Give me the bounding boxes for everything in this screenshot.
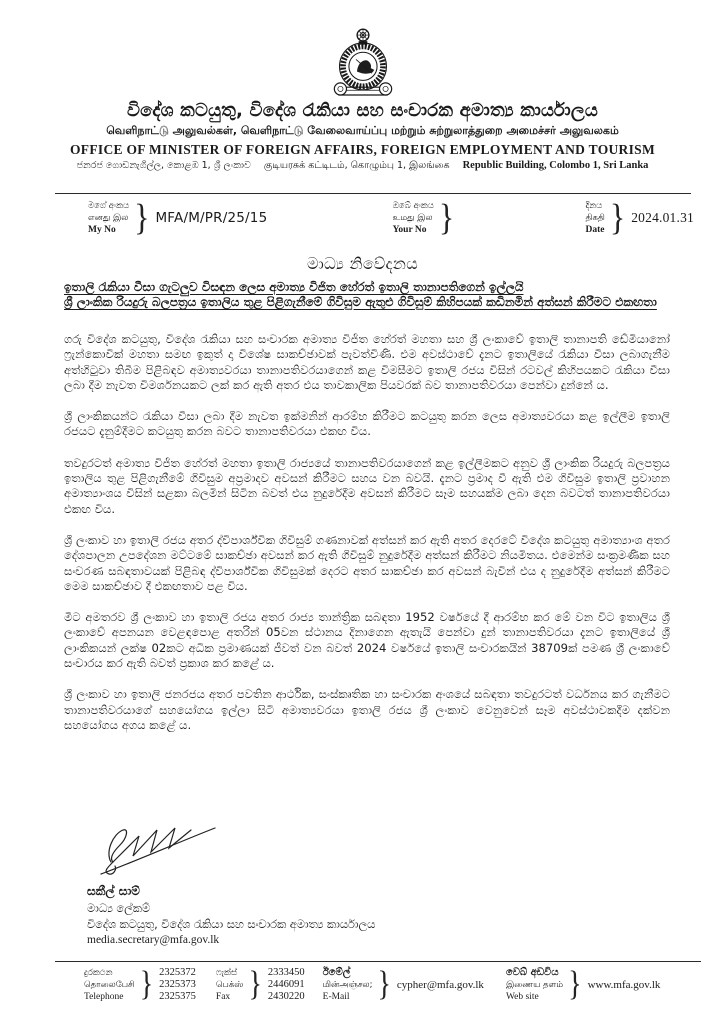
telephone-label-english: Telephone xyxy=(84,992,124,1002)
signature-icon xyxy=(93,818,225,876)
headline xyxy=(64,280,670,311)
reference-row xyxy=(88,196,694,238)
email-label xyxy=(323,967,373,1003)
body-paragraph: ශ්‍රී ලංකාව හා ඉතාලි ජනරජය අතර පවතින ආර්ථික, සංස්කෘතික හා සංචාරක අංශයේ සබඳතා තවදුරටත් වර්ධනය කර ගැනීමට තානාපතිවරයාගේ සහයෝගය ඉල්ලා සිටි අමාත්‍යවරයා ඉතාලි රජය ශ්‍රී ලංකාව වෙනුවෙන් සෑම අවස්ථාවකදීම දක්වන සහයෝගය අගය කළේ ය. xyxy=(64,687,670,732)
footer-email xyxy=(323,967,484,1003)
my-no-label-sinhala: මගේ අංකය xyxy=(88,200,130,211)
your-no-label xyxy=(393,200,434,236)
website-label-english: Web site xyxy=(505,992,539,1002)
body-paragraph: තවදුරටත් අමාත්‍ය විජිත හේරත් මහතා ඉතාලි රාජ්‍යයේ තානාපතිවරයාගෙන් කළ ඉල්ලීමකට අනුව ශ්‍රී ලාංකික රියදුරු බලපත්‍රය ඉතාලිය තුළ පිළිගැනීමේ ගිවිසුම අප්‍රමාදව අවසන් කිරීමට සහය වන බවයි. දැනට ප්‍රමාද වී ඇති එම ගිවිසුම ඉතාලි ප්‍රවාහන අමාත්‍යාංශය විසින් සළකා බලමින් සිටින බවත් එය නුදුරේදීම අවසන් කිරීමට සෑම සහයක්ම ලබා දෙන බවටත් තානාපතිවරයා එකඟ විය. xyxy=(64,455,670,516)
your-no-field xyxy=(392,196,461,238)
ministry-name-tamil: வெளிநாட்டு அலுவல்கள், வெளிநாட்டு வேலைவாய்ப்பு மற்றும் சுற்றுலாத்துறை அமைச்சர் அலுவலகம் xyxy=(106,124,619,137)
date-field xyxy=(585,196,694,238)
email-label-sinhala: ඊමේල් xyxy=(322,967,351,978)
body-paragraph: ශ්‍රී ලංකාව හා ඉතාලි රජය අතර ද්විපාර්ශ්වික ගිවිසුම් ගණනාවක් අත්සන් කර ඇති අතර දෙරටේ විදේශ කටයුතු අමාත්‍යාංශ අතර දේශපාලන උපදේශන මට්ටමේ සාකච්ඡා අවසන් කර ඇති ගිවිසුම් නුදුරේදීම අත්සන් කිරීමට නියමිතය. එමෙන්ම සංක්‍රමණික සහ සංචරණ සබඳතාවයක් පිළිබඳ ද්විපාර්ශ්වික ගිවිසුමක් දෙරට අතර සාකච්ඡා කර අවසන් බැවින් එය ද නුදුරේදීම අත්සන් කිරීමට මෙම සාකච්ඡාව දී එකඟතාව පළ විය. xyxy=(64,532,670,593)
telephone-number: 2325372 xyxy=(159,967,196,978)
email-value: cypher@mfa.gov.lk xyxy=(396,979,484,991)
signatory-office: විදේශ කටයුතු, විදේශ රැකියා සහ සංචාරක අමාත්‍ය කාර්යාලය xyxy=(87,918,376,931)
website-value: www.mfa.gov.lk xyxy=(587,979,661,991)
date-value: 2024.01.31 xyxy=(631,209,694,225)
telephone-label-tamil: தொலைபேசி xyxy=(84,980,135,990)
footer-divider xyxy=(55,961,701,962)
signature-block xyxy=(87,818,375,946)
brace-glyph: } xyxy=(248,965,262,1004)
fax-number: 2430220 xyxy=(267,991,305,1002)
header-divider xyxy=(55,193,691,194)
email-label-tamil: மின்அஞ்சல; xyxy=(322,980,373,990)
document-type-title: මාධ්‍ය නිවේදනය xyxy=(306,254,419,273)
signatory-title: මාධ්‍ය ලේකම් xyxy=(87,902,151,915)
brace-glyph: } xyxy=(568,965,582,1004)
telephone-label-sinhala: දුරකථන xyxy=(84,968,113,978)
address-sinhala: ජනරජ ගොඩනැගිල්ල, කොළඹ 1, ශ්‍රී ලංකාව xyxy=(76,160,251,171)
brace-glyph: } xyxy=(609,196,626,238)
my-no-field xyxy=(88,196,268,238)
my-no-label-tamil: எனது இல xyxy=(88,212,129,223)
telephone-number: 2325373 xyxy=(159,979,196,990)
signatory-name: සකීල් සාම් xyxy=(87,884,140,898)
body-paragraph: ගරු විදේශ කටයුතු, විදේශ රැකියා සහ සංචාරක අමාත්‍ය විජිත හේරත් මහතා සහ ශ්‍රී ලංකාවේ ඉතාලි තානාපති ඩේමියානෝ ෆ්‍රැන්කොවික් මහතා සමඟ ඉකුත් දා විශේෂ සාකච්ඡාවක් පැවත්විණි. එම අවස්ථාවේ දැනට ඉතාලියේ රැකියා වීසා ලබාගැනීම අත්හිටුවා තිබීම පිළිබඳව අමාත්‍යවරයා තානාපතිවරයාගෙන් කළ විමසීමට ඉතාලි රජය විසින් රටවල් කිහිපයකට රැකියා වීසා ලබා දීම නැවත විමර්ශනයකට ලක් කර ඇති අතර එය තාවකාලික පියවරක් බව තානාපතිවරයා පෙන්වා දුන්නේ ය. xyxy=(64,332,670,392)
date-label-english: Date xyxy=(585,224,605,235)
website-label xyxy=(506,967,563,1003)
footer-website xyxy=(506,967,660,1003)
email-label-english: E-Mail xyxy=(322,992,350,1002)
headline-line-2: ශ්‍රී ලාංකික රියදුරු බලපත්‍රය ඉතාලිය තුළ පිළිගැනීමේ ගිවිසුම ඇතුළු ගිවිසුම් කිහිපයක් කඩිනමින් අත්සන් කිරීමට එකඟතා xyxy=(64,295,657,310)
fax-label-english: Fax xyxy=(215,992,231,1002)
my-no-value: MFA/M/PR/25/15 xyxy=(155,209,268,226)
date-label xyxy=(586,200,605,236)
address-english: Republic Building, Colombo 1, Sri Lanka xyxy=(462,160,649,171)
website-label-tamil: இணைய தளம் xyxy=(505,980,564,990)
address-tamil: குடியரசுக் கட்டிடம், கொழும்பு 1, இலங்கை xyxy=(263,160,450,171)
fax-numbers xyxy=(268,967,305,1003)
fax-number: 2446091 xyxy=(267,979,305,990)
footer-fax xyxy=(216,967,305,1003)
your-no-label-english: Your No xyxy=(392,224,427,235)
brace-glyph: } xyxy=(438,196,455,238)
fax-label xyxy=(216,967,244,1003)
headline-line-1: ඉතාලි රැකියා වීසා ගැටලුව විසඳන ලෙස අමාත්‍ය විජිත හේරත් ඉතාලි තානාපතිගෙන් ඉල්ලයි xyxy=(64,280,524,294)
fax-number: 2333450 xyxy=(267,967,305,978)
my-no-label-english: My No xyxy=(88,224,116,235)
your-no-label-sinhala: ඔබේ අංකය xyxy=(392,200,434,211)
brace-glyph: } xyxy=(377,965,391,1004)
letterhead xyxy=(0,100,725,172)
ministry-address xyxy=(0,160,725,172)
my-no-label xyxy=(88,200,129,236)
website-label-sinhala: වෙබ් අඩවිය xyxy=(505,967,559,978)
ministry-name-sinhala: විදේශ කටයුතු, විදේශ රැකියා සහ සංචාරක අමාත්‍ය කාර්යාලය xyxy=(127,100,598,121)
telephone-number: 2325375 xyxy=(159,991,196,1002)
fax-label-sinhala: ෆැක්ස් xyxy=(215,968,238,978)
fax-label-tamil: பெக்ஸ் xyxy=(215,980,244,990)
sri-lanka-emblem-icon xyxy=(330,26,396,102)
telephone-label xyxy=(84,967,135,1003)
date-label-sinhala: දිනය xyxy=(585,200,603,211)
footer-telephone xyxy=(84,967,196,1003)
footer-contact-strip xyxy=(84,967,700,1003)
body-text xyxy=(64,332,670,749)
telephone-numbers xyxy=(159,967,196,1003)
your-no-label-tamil: உமது இல xyxy=(392,212,433,223)
body-paragraph: මීට අමතරව ශ්‍රී ලංකාව හා ඉතාලි රජය අතර රාජ්‍ය තාන්ත්‍රික සබඳතා 1952 වර්ෂයේ දී ආරම්භ කර මේ වන විට ඉතාලිය ශ්‍රී ලංකාවේ අපනයන වෙළඳපොළ අතරින් 05වන ස්ථානය දිනාගෙන ඇතැයි පෙන්වා දුන් තානාපතිවරයා දැනට ඉතාලියේ ශ්‍රී ලාංකිකයන් ලක්ෂ 02කට අධික ප්‍රමාණයක් ජීවත් වන බවත් 2024 වර්ෂයේ ඉතාලි සංචාරකයින් 38709ක් පමණ ශ්‍රී ලංකාවේ සංචාරය කර ඇති බවත් ප්‍රකාශ කර කළේ ය. xyxy=(64,610,670,671)
date-label-tamil: திகதி xyxy=(585,212,605,223)
body-paragraph: ශ්‍රී ලාංකිකයන්ට රැකියා වීසා ලබා දීම නැවත ඉක්මනින් ආරම්භ කිරීමට කටයුතු කරන ලෙස අමාත්‍යවරයා කළ ඉල්ලීම ඉතාලි රජයට දැනුම්දීමට කටයුතු කරන බවට තානාපතිවරයා එකඟ විය. xyxy=(64,409,670,439)
brace-glyph: } xyxy=(139,965,154,1004)
ministry-name-english: OFFICE OF MINISTER OF FOREIGN AFFAIRS, FOREIGN EMPLOYMENT AND TOURISM xyxy=(70,142,655,157)
brace-glyph: } xyxy=(134,196,150,238)
signatory-email: media.secretary@mfa.gov.lk xyxy=(87,934,220,946)
